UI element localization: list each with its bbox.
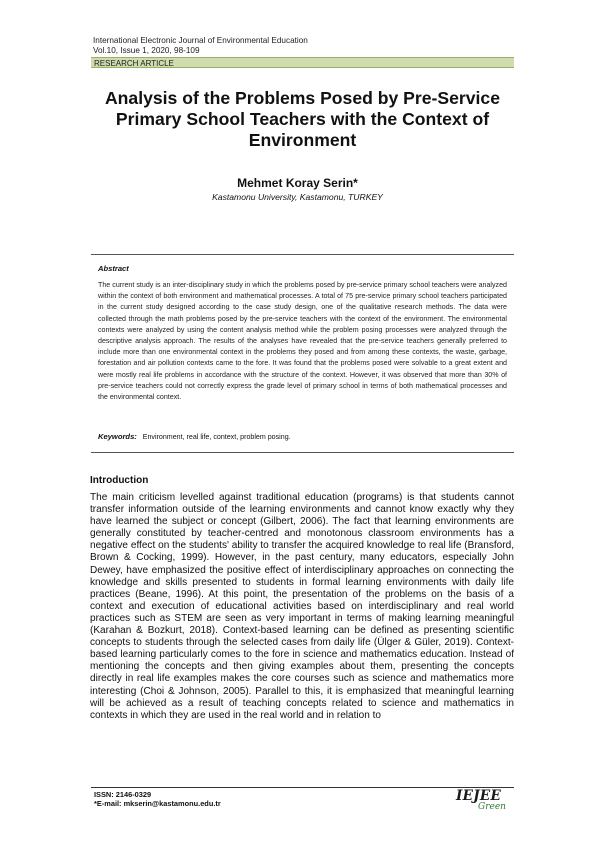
keywords-values: Environment, real life, context, problem posing. [142, 433, 291, 441]
abstract-bottom-divider [91, 452, 514, 453]
abstract-top-divider [91, 254, 514, 255]
keywords-line [98, 431, 507, 443]
title-line: Environment [248, 130, 357, 150]
footer-divider [91, 787, 514, 788]
author-email: *E-mail: mkserin@kastamonu.edu.tr [94, 799, 221, 808]
issn-text: ISSN: 2146-0329 [94, 790, 152, 799]
logo-wordmark: IEJEE [456, 788, 502, 804]
author-affiliation: Kastamonu University, Kastamonu, TURKEY [212, 192, 383, 202]
abstract-body: The current study is an inter-disciplinary study in which the problems posed by pre-service primary school teachers were analyzed within the context of both environment and mathematical processes. A total of 75 pre-service primary school teachers participated in the current study designed according to the case study design, one of the qualitative research methods. The data were collected through the math problems posed by the pre-service teachers with the context of the environment. The environmental contexts were analyzed by using the content analysis method while the problem posing processes were analyzed through the descriptive analysis approach. The results of the analyses have revealed that the pre-service teachers generally preferred to include more than one environmental context in the problems they posed and from among these contexts, the waste, garbage, forestation and air pollution contexts came to the fore. It was found that the problems posed were solvable to a great extent and were mostly real life problems in accordance with the structure of the context. However, it was observed that more than 30% of pre-service teachers could not correctly express the grade level of primary school in terms of both mathematical processes and the environmental context. [98, 281, 507, 402]
abstract-heading: Abstract [98, 264, 129, 273]
journal-header [93, 36, 513, 56]
journal-name: International Electronic Journal of Environmental Education [93, 36, 308, 45]
article-type-banner: RESEARCH ARTICLE [91, 57, 514, 68]
keywords-label: Keywords: [98, 432, 137, 441]
introduction-heading: Introduction [90, 475, 149, 486]
title-line: Primary School Teachers with the Context of [115, 109, 490, 129]
title-line: Analysis of the Problems Posed by Pre-Service [104, 88, 501, 108]
article-title [70, 88, 535, 151]
journal-logo [456, 788, 512, 818]
introduction-body: The main criticism levelled against traditional education (programs) is that students cannot transfer information outside of the learning environments and cannot know exactly why they have learned the subject or concept (Gilbert, 2006). The fact that learning environments are generally constituted by teacher-centred and monotonous classroom environments has a negative effect on the students' ability to transfer the acquired knowledge to real life (Bransford, Brown & Cocking, 1999). However, in the past century, many educators, especially John Dewey, have emphasized the positive effect of interdisciplinary approaches on connecting the knowledge and skills presented to students in formal learning environments with daily life practices (Beane, 1996). At this point, the presentation of the problems on the basis of a context and execution of educational activities based on interdisciplinary and real world practices such as STEM are seen as very important in terms of making learning meaningful (Karahan & Bozkurt, 2018). Context-based learning can be defined as presenting scientific concepts to students through the selected cases from daily life (Ülger & Güler, 2019). Context-based learning particularly comes to the fore in science and mathematics education. Instead of mentioning the concepts and then giving examples about them, presenting the concepts directly in real life examples makes the core courses such as science and mathematics more interesting (Choi & Johnson, 2005). Parallel to this, it is emphasized that meaningful learning will be achieved as a result of teaching concepts related to science and mathematics in contexts in which they are used in the real world and in relation to [90, 492, 514, 721]
volume-line: Vol.10, Issue 1, 2020, 98-109 [93, 46, 200, 55]
logo-subtitle: Green [478, 802, 506, 812]
author-name: Mehmet Koray Serin* [237, 176, 358, 190]
